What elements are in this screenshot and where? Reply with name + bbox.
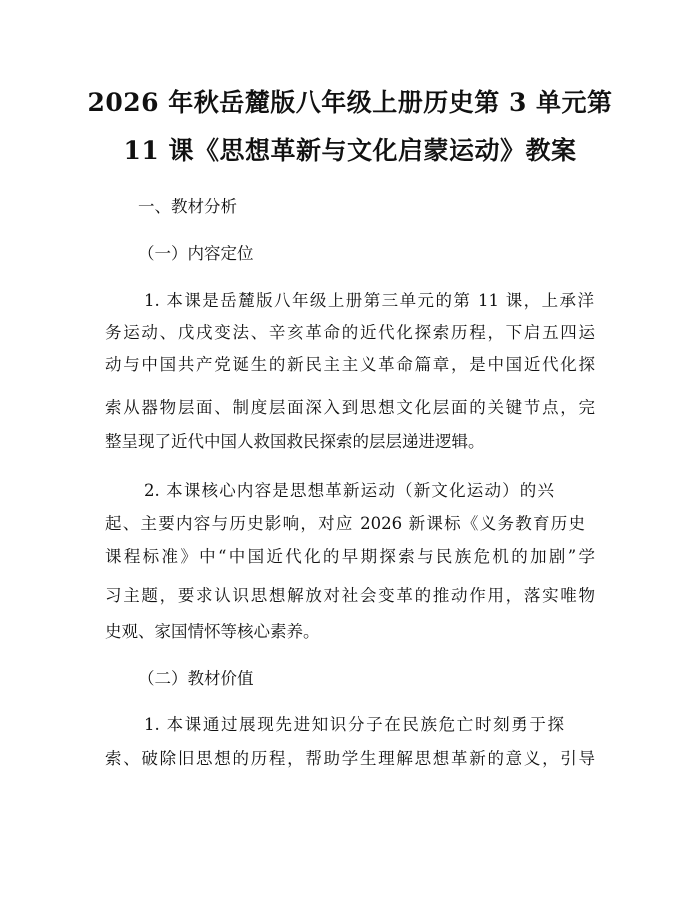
- paragraph-line: 整呈现了近代中国人救国救民探索的层层递进逻辑。: [105, 432, 485, 451]
- paragraph-line: 1. 本课是岳麓版八年级上册第三单元的第 11 课，上承洋: [144, 291, 594, 310]
- paragraph-line: 起、主要内容与历史影响，对应 2026 新课标《义务教育历史: [105, 514, 585, 533]
- document-title-line-2: 11 课《思想革新与文化启蒙运动》教案: [123, 136, 577, 165]
- paragraph-line: 动与中国共产党诞生的新民主主义革命篇章，是中国近代化探: [105, 355, 595, 374]
- paragraph-line: 史观、家国情怀等核心素养。: [105, 622, 320, 641]
- document-title-line-1: 2026 年秋岳麓版八年级上册历史第 3 单元第: [87, 88, 613, 117]
- subsection-heading-content-positioning: （一）内容定位: [138, 244, 254, 263]
- paragraph-line: 1. 本课通过展现先进知识分子在民族危亡时刻勇于探: [144, 715, 564, 734]
- paragraph-line: 课程标准》中“中国近代化的早期探索与民族危机的加剧”学: [105, 547, 595, 566]
- paragraph-line: 索、破除旧思想的历程，帮助学生理解思想革新的意义，引导: [105, 749, 595, 768]
- paragraph-line: 务运动、戊戌变法、辛亥革命的近代化探索历程，下启五四运: [105, 323, 595, 342]
- paragraph-line: 2. 本课核心内容是思想革新运动（新文化运动）的兴: [144, 481, 554, 500]
- subsection-heading-textbook-value: （二）教材价值: [138, 669, 254, 688]
- paragraph-line: 习主题，要求认识思想解放对社会变革的推动作用，落实唯物: [105, 586, 595, 605]
- section-heading-textbook-analysis: 一、教材分析: [138, 197, 237, 216]
- paragraph-line: 索从器物层面、制度层面深入到思想文化层面的关键节点，完: [105, 398, 595, 417]
